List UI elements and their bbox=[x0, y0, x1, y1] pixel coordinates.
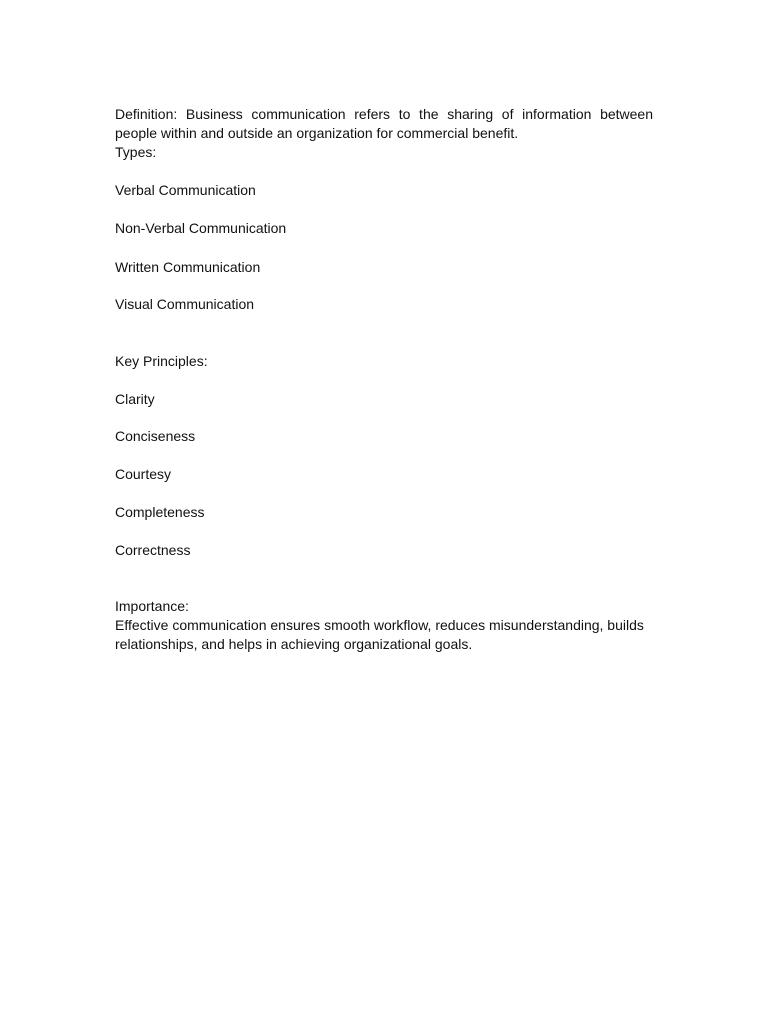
spacer bbox=[115, 560, 653, 597]
list-item: Completeness bbox=[115, 503, 205, 520]
list-item: Visual Communication bbox=[115, 296, 255, 312]
types-heading: Types: bbox=[115, 144, 157, 160]
list-item: Written Communication bbox=[115, 258, 261, 275]
spacer bbox=[115, 333, 653, 352]
types-list bbox=[115, 181, 653, 314]
definition-paragraph: Definition: Business communication refers to the sharing of information between people within and outside an organization for commercial benefit. bbox=[115, 106, 653, 141]
list-item: Courtesy bbox=[115, 466, 172, 483]
importance-paragraph: Effective communication ensures smooth workflow, reduces misunderstanding, builds relationships, and helps in achieving organizational goals. bbox=[115, 616, 644, 652]
list-item: Conciseness bbox=[115, 428, 196, 445]
list-item: Verbal Communication bbox=[115, 182, 256, 198]
importance-heading: Importance: bbox=[115, 597, 189, 614]
principles-list bbox=[115, 390, 653, 560]
document-page bbox=[115, 105, 653, 654]
list-item: Clarity bbox=[115, 390, 155, 407]
list-item: Correctness bbox=[115, 541, 191, 558]
key-principles-heading: Key Principles: bbox=[115, 352, 208, 369]
list-item: Non-Verbal Communication bbox=[115, 219, 287, 236]
